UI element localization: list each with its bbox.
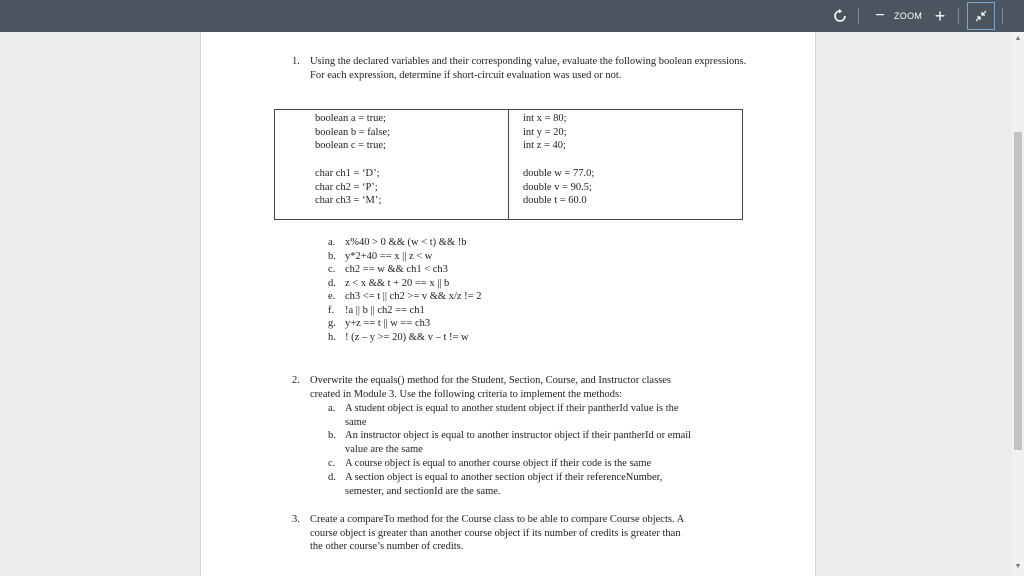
list-item: c. ch2 == w && ch1 < ch3 — [328, 264, 448, 275]
list-item: a. x%40 > 0 && (w < t) && !b — [328, 237, 467, 248]
vertical-scrollbar[interactable] — [1012, 32, 1024, 576]
document-viewport[interactable] — [0, 32, 1024, 576]
zoom-out-button[interactable]: − — [875, 7, 885, 24]
toolbar-separator — [858, 8, 859, 24]
table-cell: int x = 80; int y = 20; int z = 40; — [523, 113, 567, 151]
collapse-icon — [975, 10, 987, 22]
list-item: g. y+z == t || w == ch3 — [328, 318, 431, 329]
collapse-button[interactable] — [967, 2, 995, 30]
document-page: 1. Using the declared variables and their corresponding value, evaluate the following boolean expressions. For each expression, determine if short-circuit evaluation was used or not. boolean a = true; boolean b = false; boolean c = true; char ch1 = ‘D’; char ch2 = ‘P’; char ch3 = ‘M’; int x = 80; int y = 20; int z = 40; double w = 77.0; double v = 90.5; double t = 60.0 a. x%40 > 0 && (w < t) && !b b. y*2+40 == x || z < w c. ch2 == w && ch1 < ch3 d. z < x && t + 20 == x || b e. ch3 <= t || ch2 >= v && x/z != 2 f. !a || b || ch2 == ch1 g. y+z == t || w == ch3 h. ! (z – y >= 20) && v – t != w 2. Overwrite the equals() method for the Student, Section, Course, and Instructor classes created in Module 3. Use the following criteria to implement the methods: a. A student object is equal to another student object if their pantherId value is the same b. An instructor object is equal to another instructor object if their pantherId or email value are the same c. A course object is equal to another course object if their code is the same d. A section object is equal to another section object if their referenceNumber, semester, and sectionId are the same. 3. Create a compareTo method for the Course class to be able to compare Course objects. A course object is greater than another course object if its number of credits is greater than the other course’s number of credits. — [200, 32, 816, 576]
variables-table — [274, 109, 743, 220]
question-text: Overwrite the equals() method for the Student, Section, Course, and Instructor classes created in Module 3. Use the following criteria to implement the methods: — [310, 375, 671, 400]
zoom-in-button[interactable]: + — [934, 5, 946, 26]
viewer-toolbar — [0, 0, 1024, 32]
list-item: h. ! (z – y >= 20) && v – t != w — [328, 331, 469, 343]
table-divider — [508, 110, 509, 219]
rotate-icon — [833, 9, 847, 23]
scroll-thumb[interactable] — [1014, 132, 1022, 450]
list-item: f. !a || b || ch2 == ch1 — [328, 304, 425, 316]
scroll-up-icon[interactable]: ▲ — [1014, 34, 1022, 42]
toolbar-separator — [1002, 8, 1003, 24]
question-number: 3. — [292, 514, 300, 525]
scroll-down-icon[interactable]: ▼ — [1014, 562, 1022, 570]
question-3 — [292, 513, 762, 558]
question-text: Create a compareTo method for the Course class to be able to compare Course objects. A course object is greater than another course object if its number of credits is greater than the other course’s number of credits. — [310, 514, 685, 552]
question-text: Using the declared variables and their corresponding value, evaluate the following boolean expressions. For each expression, determine if short-circuit evaluation was used or not. — [310, 56, 747, 81]
table-cell: boolean a = true; boolean b = false; boolean c = true; — [315, 113, 391, 151]
list-item: b. y*2+40 == x || z < w — [328, 250, 433, 262]
rotate-button[interactable] — [828, 0, 852, 32]
table-cell: char ch1 = ‘D’; char ch2 = ‘P’; char ch3 = ‘M’; — [315, 168, 382, 206]
question-number: 1. — [292, 56, 300, 67]
zoom-label: ZOOM — [894, 11, 923, 21]
list-item: e. ch3 <= t || ch2 >= v && x/z != 2 — [328, 291, 482, 302]
table-cell: double w = 77.0; double v = 90.5; double t = 60.0 — [523, 168, 595, 206]
toolbar-separator — [958, 8, 959, 24]
list-item: d. z < x && t + 20 == x || b — [328, 277, 450, 289]
question-number: 2. — [292, 375, 300, 386]
expression-list — [328, 236, 628, 344]
